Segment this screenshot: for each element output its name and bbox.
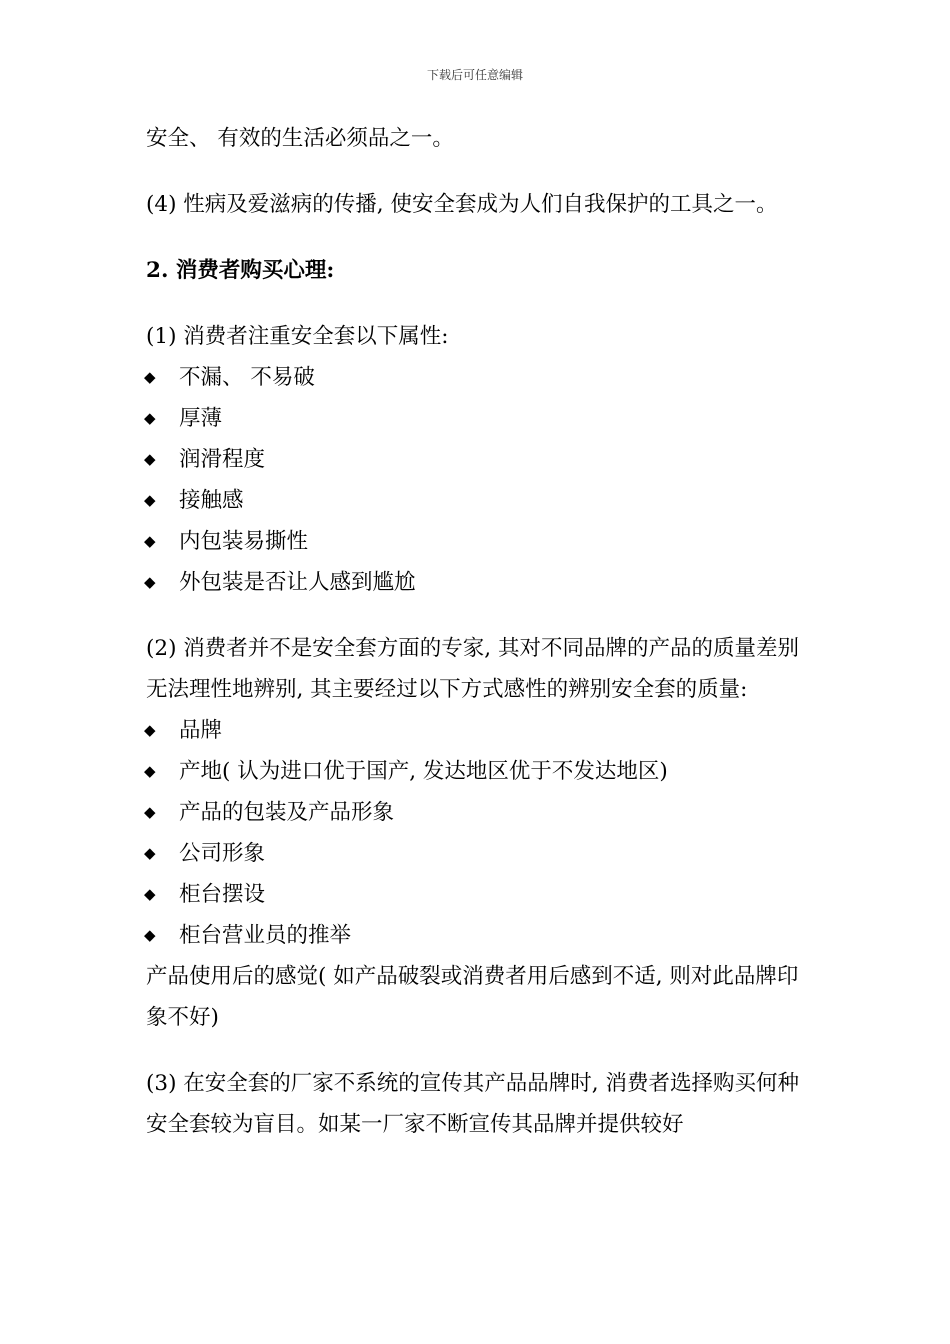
paragraph-sub-3: (3) 在安全套的厂家不系统的宣传其产品品牌时, 消费者选择购买何种安全套较为盲目。如某一厂家不断宣传其品牌并提供较好 [146, 1071, 799, 1137]
paragraph-sub-2-after: 产品使用后的感觉( 如产品破裂或消费者用后感到不适, 则对此品牌印象不好) [146, 964, 799, 1030]
list-item: ◆ 润滑程度 [146, 439, 811, 480]
list-item: ◆ 品牌 [146, 710, 811, 751]
bullet-list-2 [146, 710, 811, 956]
list-item: ◆ 厚薄 [146, 398, 811, 439]
list-item: ◆ 柜台营业员的推举 [146, 915, 811, 956]
list-item: ◆ 不漏、 不易破 [146, 357, 811, 398]
diamond-bullet-icon: ◆ [144, 409, 156, 427]
diamond-bullet-icon: ◆ [144, 721, 156, 739]
paragraph-continuation: 安全、 有效的生活必须品之一。 [146, 126, 454, 151]
page-header: 下载后可任意编辑 [426, 68, 523, 82]
diamond-bullet-icon: ◆ [144, 532, 156, 550]
document-body [146, 118, 811, 1145]
diamond-bullet-icon: ◆ [144, 803, 156, 821]
diamond-bullet-icon: ◆ [144, 844, 156, 862]
list-item: ◆ 柜台摆设 [146, 874, 811, 915]
list-item: ◆ 公司形象 [146, 833, 811, 874]
diamond-bullet-icon: ◆ [144, 491, 156, 509]
list-item: ◆ 产地( 认为进口优于国产, 发达地区优于不发达地区) [146, 751, 811, 792]
diamond-bullet-icon: ◆ [144, 368, 156, 386]
list-item: ◆ 产品的包装及产品形象 [146, 792, 811, 833]
list-item: ◆ 接触感 [146, 480, 811, 521]
section-heading-2: 2. 消费者购买心理: [146, 258, 335, 283]
list-item: ◆ 内包装易撕性 [146, 521, 811, 562]
paragraph-sub-1-intro: (1) 消费者注重安全套以下属性: [146, 324, 449, 349]
diamond-bullet-icon: ◆ [144, 573, 156, 591]
diamond-bullet-icon: ◆ [144, 885, 156, 903]
paragraph-point-4: (4) 性病及爱滋病的传播, 使安全套成为人们自我保护的工具之一。 [146, 192, 778, 217]
diamond-bullet-icon: ◆ [144, 926, 156, 944]
paragraph-sub-2-intro: (2) 消费者并不是安全套方面的专家, 其对不同品牌的产品的质量差别无法理性地辨别, 其主要经过以下方式感性的辨别安全套的质量: [146, 636, 799, 702]
bullet-list-1 [146, 357, 811, 603]
diamond-bullet-icon: ◆ [144, 762, 156, 780]
diamond-bullet-icon: ◆ [144, 450, 156, 468]
list-item: ◆ 外包装是否让人感到尴尬 [146, 562, 811, 603]
